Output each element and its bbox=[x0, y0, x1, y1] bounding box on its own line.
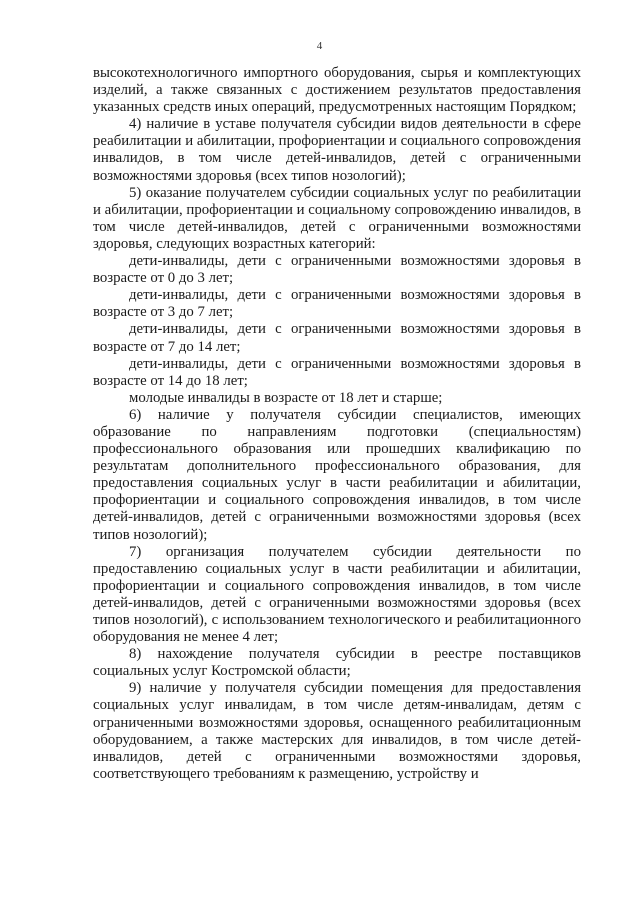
paragraph-item-4: 4) наличие в уставе получателя субсидии видов деятельности в сфере реабилитации и абилитации, профориентации и социального сопровождения инвалидов, в том числе детей-инвалидов, детей с ограниченными возможностями здоровья (всех типов нозологий); bbox=[93, 116, 581, 184]
paragraph-age-14-18: дети-инвалиды, дети с ограниченными возможностями здоровья в возрасте от 14 до 18 лет; bbox=[93, 355, 581, 389]
body-text bbox=[93, 65, 581, 783]
paragraph-continuation: высокотехнологичного импортного оборудования, сырья и комплектующих изделий, а также связанных с достижением результатов предоставления указанных средств иных операций, предусмотренных настоящим Порядком; bbox=[93, 65, 581, 116]
paragraph-age-18-plus: молодые инвалиды в возрасте от 18 лет и старше; bbox=[129, 389, 443, 406]
paragraph-item-7: 7) организация получателем субсидии деятельности по предоставлению социальных услуг в части реабилитации и абилитации, профориентации и социального сопровождения инвалидов, в том числе детей-инвалидов, детей с ограниченными возможностями здоровья (всех типов нозологий), с использованием технологического и реабилитационного оборудования не менее 4 лет; bbox=[93, 543, 581, 646]
paragraph-item-6: 6) наличие у получателя субсидии специалистов, имеющих образование по направлениям подготовки (специальностям) профессионального образования или прошедших квалификацию по результатам дополнительного профессионального образования, для предоставления социальных услуг в части реабилитации и абилитации, профориентации и социального сопровождения инвалидов, в том числе детей-инвалидов, детей с ограниченными возможностями здоровья (всех типов нозологий); bbox=[93, 406, 581, 543]
page-number: 4 bbox=[316, 40, 323, 52]
paragraph-item-8: 8) нахождение получателя субсидии в реестре поставщиков социальных услуг Костромской области; bbox=[93, 646, 581, 680]
paragraph-age-7-14: дети-инвалиды, дети с ограниченными возможностями здоровья в возрасте от 7 до 14 лет; bbox=[93, 321, 581, 355]
paragraph-item-9: 9) наличие у получателя субсидии помещения для предоставления социальных услуг инвалидам, в том числе детям-инвалидам, детям с ограниченными возможностями здоровья, оснащенного реабилитационным оборудованием, а также мастерских для инвалидов, в том числе детей-инвалидов, детей с ограниченными возможностями здоровья, соответствующего требованиям к размещению, устройству и bbox=[93, 680, 581, 782]
paragraph-age-3-7: дети-инвалиды, дети с ограниченными возможностями здоровья в возрасте от 3 до 7 лет; bbox=[93, 287, 581, 321]
paragraph-age-0-3: дети-инвалиды, дети с ограниченными возможностями здоровья в возрасте от 0 до 3 лет; bbox=[93, 253, 581, 287]
paragraph-item-5: 5) оказание получателем субсидии социальных услуг по реабилитации и абилитации, профориентации и социальному сопровождению инвалидов, в том числе детей-инвалидов, детей с ограниченными возможностями здоровья, следующих возрастных категорий: bbox=[93, 184, 581, 252]
